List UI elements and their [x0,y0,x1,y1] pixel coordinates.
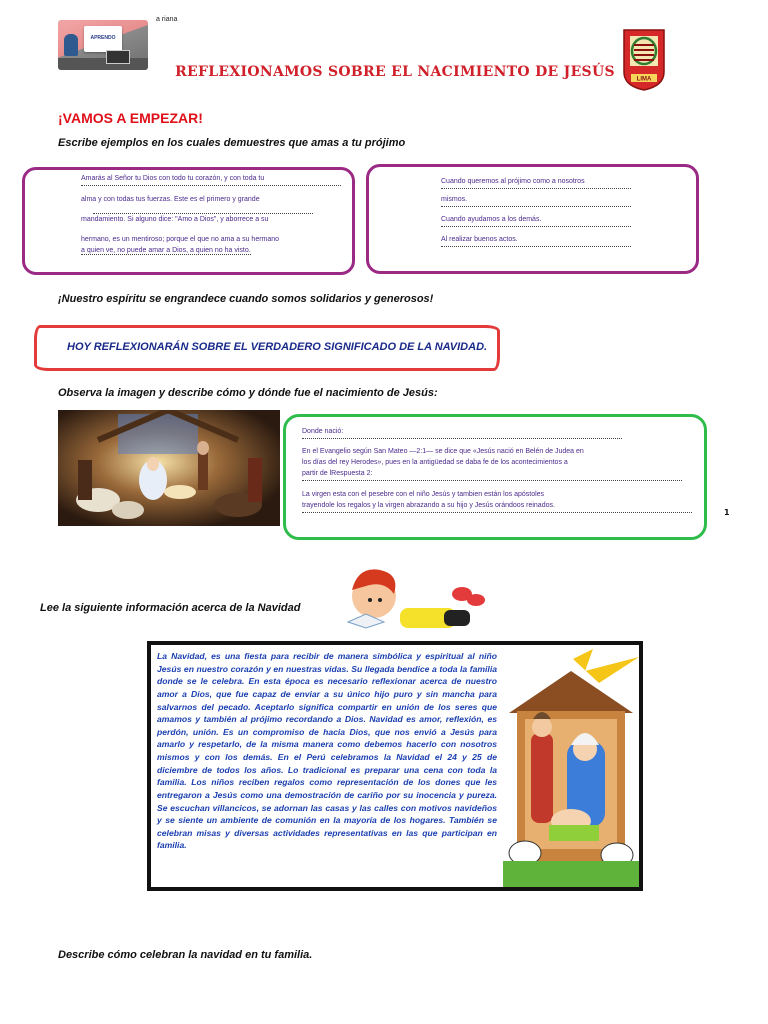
left-box-line-5: a quien ve, no puede amar a Dios, a quien no ha visto. [81,247,251,254]
green-line-3: los días del rey Herodes», pues en la antigüedad se daba fe de los acontecimientos a [302,459,568,466]
left-box-line-3: mandamiento. Si alguno dice: "Amo a Dios", y aborrece a su [81,216,269,223]
right-box-line-3: Cuando ayudamos a los demás. [441,215,631,227]
left-box-line-2: alma y con todas tus fuerzas. Este es el primero y grande [81,196,260,203]
logo-text: APRENDO [90,35,116,41]
left-box-line-1: Amarás al Señor tu Dios con todo tu corazón, y con toda tu [81,174,341,186]
observe-instruction: Observa la imagen y describe cómo y dónde fue el nacimiento de Jesús: [58,387,438,399]
reading-child-icon [344,566,486,642]
reflection-banner [34,325,500,371]
spirit-statement: ¡Nuestro espíritu se engrandece cuando somos solidarios y generosos! [58,293,434,305]
green-line-6: trayendole los regalos y la virgen abrazando a su hijo y Jesús orándoos reinados. [302,501,692,513]
school-name: a riana [156,16,178,23]
final-instruction: Describe cómo celebran la navidad en tu familia. [58,949,313,961]
page-number: 1 [724,508,730,517]
christmas-info-text: La Navidad, es una fiesta para recibir de manera simbólica y espiritual al niño Jesús en nuestro corazón y en nuestras vidas. Su llegada bendice a toda la familia donde se le celebra. En esta época es necesario reflexionar acerca de nuestro amor a Dios, que fue capaz de enviar a su único hijo puro y sin mancha para salvarnos del pecado. Aceptarlo significa compartir en unión de los seres que amamos y también al prójimo recordando a Dios. Navidad es amor, reflexión, es perdón, unión. Es un compromiso de hacia Dios, que nos envió a Jesús para amarlo y respetarlo, de la misma manera como debemos hacerlo con nosotros mismos y con los demás. En el Perú celebramos la Navidad el 24 y 25 de diciembre de todos los años. Lo tradicional es preparar una cena con toda la familia. Los niños reciben regalos como representación de los dones que les entregaron a Jesús como una demostración de cariño por su inocencia y pureza. Se escuchan villancicos, se adornan las casas y las calles con motivos navideños y se siente un ambiente de comunión en la mayoría de los hogares. También se celebran misas y diversas actividades representativas en las que participan en familia. [157,651,497,851]
page-title: REFLEXIONAMOS SOBRE EL NACIMIENTO DE JESÚS [175,64,615,80]
nativity-scene-image [58,410,280,526]
shield-label: LIMA [636,76,652,83]
christmas-info-box [147,641,643,891]
right-box-line-2: mismos. [441,195,631,207]
left-box-line-4: hermano, es un mentiroso; porque el que no ama a su hermano [81,236,280,243]
right-box-line-1: Cuando queremos al prójimo como a nosotros [441,177,631,189]
answer-box-left [22,167,355,275]
banner-text: HOY REFLEXIONARÁN SOBRE EL VERDADERO SIGNIFICADO DE LA NAVIDAD. [67,341,488,353]
start-heading: ¡VAMOS A EMPEZAR! [58,110,203,126]
green-line-5: La virgen esta con el pesebre con el niño Jesús y tambien están los apóstoles [302,491,545,498]
school-shield-icon [622,28,666,92]
answer-box-right [366,164,699,274]
read-instruction: Lee la siguiente información acerca de la Navidad [40,602,301,614]
instruction-neighbor-love: Escribe ejemplos en los cuales demuestres que amas a tu prójimo [58,137,406,149]
right-box-line-4: Al realizar buenos actos. [441,235,631,247]
school-logo [58,20,148,70]
holy-family-image [503,649,639,887]
birth-answer-box [283,414,707,540]
green-line-1: Donde nació: [302,427,622,439]
green-line-4: partir de lRespuesta 2: [302,469,682,481]
green-line-2: En el Evangelio según San Mateo —2:1— se dice que «Jesús nació en Belén de Judea en [302,448,584,455]
